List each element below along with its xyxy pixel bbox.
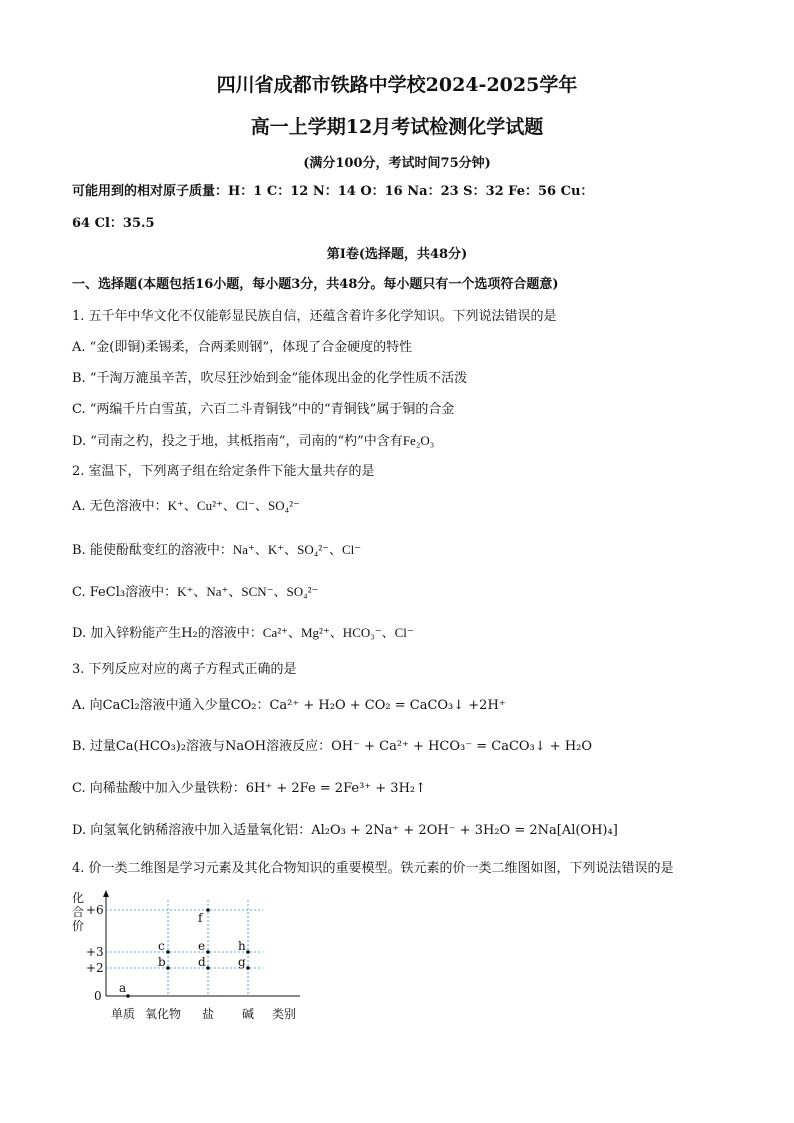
point-b	[166, 966, 170, 970]
q3-stem: 3. 下列反应对应的离子方程式正确的是	[72, 662, 297, 677]
section-instruction: 一、选择题(本题包括16小题，每小题3分，共48分。每小题只有一个选项符合题意)	[72, 277, 559, 292]
label-h: h	[238, 939, 246, 953]
x-tick-category: 类别	[272, 1007, 297, 1021]
q2-option-c-ions: K⁺、Na⁺、SCN⁻、SO₄²⁻	[177, 584, 319, 599]
atomic-mass-line-2: 64 Cl：35.5	[72, 216, 155, 231]
title-line-1: 四川省成都市铁路中学校2024-2025学年	[216, 74, 578, 96]
y-tick-plus3: +3	[86, 945, 104, 959]
q1-option-d	[72, 432, 434, 451]
q1-option-c: C. “两编千片白雪茧，六百二斗青铜钱”中的“青铜钱”属于铜的合金	[72, 402, 455, 417]
q2-stem: 2. 室温下，下列离子组在给定条件下能大量共存的是	[72, 464, 375, 479]
q2-option-a-label: A. 无色溶液中：	[72, 499, 168, 514]
x-tick-oxide: 氧化物	[145, 1007, 182, 1021]
q2-option-d-ions: Ca²⁺、Mg²⁺、HCO₃⁻、Cl⁻	[262, 625, 414, 640]
subtitle: (满分100分，考试时间75分钟)	[303, 156, 491, 171]
title-line-2: 高一上学期12月考试检测化学试题	[250, 116, 544, 138]
point-d	[206, 966, 210, 970]
q2-option-c-label: C. FeCl₃溶液中：	[72, 585, 178, 600]
q3-option-d: D. 向氢氧化钠稀溶液中加入适量氧化铝：Al₂O₃ + 2Na⁺ + 2OH⁻ + 3H₂O = 2Na[Al(OH)₄]	[72, 823, 618, 838]
q2-option-b	[72, 541, 361, 560]
atomic-mass-line-1: 可能用到的相对原子质量：H：1 C：12 N：14 O：16 Na：23 S：32 Fe：56 Cu：	[72, 184, 594, 199]
q1-stem: 1. 五千年中华文化不仅能彰显民族自信，还蕴含着许多化学知识。下列说法错误的是	[72, 309, 557, 324]
q4-stem: 4. 价一类二维图是学习元素及其化合物知识的重要模型。铁元素的价一类二维图如图，下列说法错误的是	[72, 861, 674, 876]
y-title-char-2: 合	[72, 905, 85, 919]
section-title: 第Ⅰ卷(选择题，共48分)	[326, 247, 468, 262]
point-a	[126, 994, 130, 998]
q1-option-d-formula: Fe₂O₃	[402, 433, 435, 448]
label-f: f	[198, 911, 203, 925]
y-title-char-1: 化	[72, 891, 85, 905]
q2-option-b-ions: Na⁺、K⁺、SO₄²⁻、Cl⁻	[232, 542, 362, 557]
q3-option-a: A. 向CaCl₂溶液中通入少量CO₂：Ca²⁺ + H₂O + CO₂ = CaCO₃↓ +2H⁺	[72, 698, 506, 713]
point-f	[206, 908, 210, 912]
y-tick-plus6: +6	[86, 903, 104, 917]
q2-option-a-ions: K⁺、Cu²⁺、Cl⁻、SO₄²⁻	[167, 498, 300, 513]
point-h	[246, 950, 250, 954]
y-tick-zero: 0	[94, 989, 102, 1003]
q1-option-b: B. “千淘万漉虽辛苦，吹尽狂沙始到金”能体现出金的化学性质不活泼	[72, 371, 468, 386]
q2-option-d-label: D. 加入锌粉能产生H₂的溶液中：	[72, 626, 263, 641]
q1-option-a: A. “金(即铜)柔锡柔，合两柔则钢”，体现了合金硬度的特性	[72, 340, 413, 355]
label-g: g	[238, 955, 246, 969]
x-tick-salt: 盐	[202, 1007, 215, 1021]
q3-option-b: B. 过量Ca(HCO₃)₂溶液与NaOH溶液反应：OH⁻ + Ca²⁺ + HCO₃⁻ = CaCO₃↓ + H₂O	[72, 739, 593, 754]
label-b: b	[158, 955, 166, 969]
label-e: e	[198, 939, 206, 953]
q2-option-b-label: B. 能使酚酞变红的溶液中：	[72, 543, 233, 558]
point-g	[246, 966, 250, 970]
x-tick-base: 碱	[242, 1007, 255, 1021]
label-d: d	[198, 955, 206, 969]
q2-option-d	[72, 624, 414, 643]
valence-class-diagram	[68, 886, 308, 1026]
q3-option-c: C. 向稀盐酸中加入少量铁粉：6H⁺ + 2Fe = 2Fe³⁺ + 3H₂↑	[72, 781, 427, 796]
y-title-char-3: 价	[72, 919, 85, 933]
q2-option-c	[72, 583, 318, 602]
point-c	[166, 950, 170, 954]
q1-option-d-text: D. “司南之杓，投之于地，其柢指南”，司南的“杓”中含有	[72, 434, 403, 449]
q2-option-a	[72, 497, 300, 516]
label-c: c	[158, 939, 165, 953]
y-tick-plus2: +2	[86, 961, 104, 975]
y-axis-arrow	[103, 890, 109, 897]
x-tick-element: 单质	[111, 1007, 136, 1021]
point-e	[206, 950, 210, 954]
label-a: a	[119, 981, 127, 995]
